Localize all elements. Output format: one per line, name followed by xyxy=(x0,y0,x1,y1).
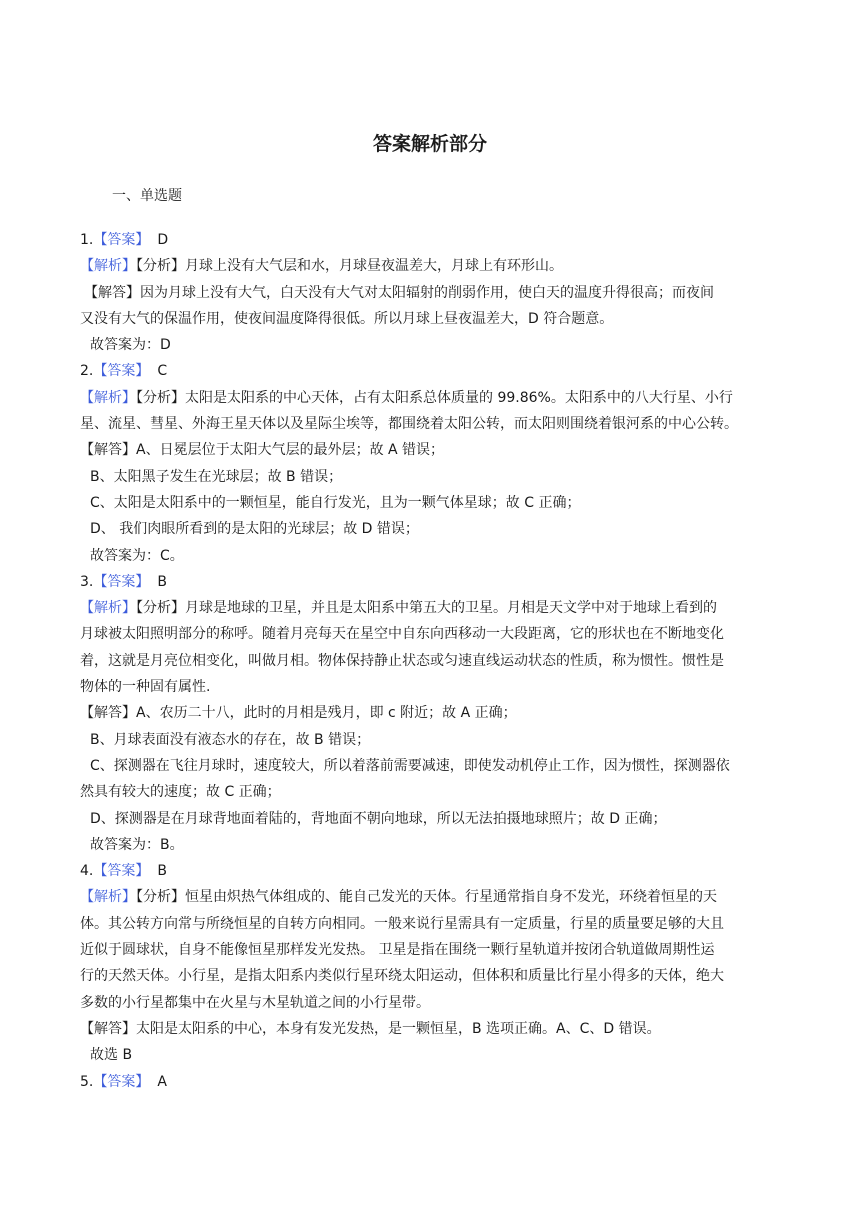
answer-tag: 【答案】 xyxy=(93,1073,150,1090)
solution-line: 【解答】因为月球上没有大气，白天没有大气对太阳辐射的削弱作用，使白天的温度升得很高；而夜间 xyxy=(84,284,714,301)
analysis-line: 行的天然天体。小行星，是指太阳系内类似行星环绕太阳运动，但体积和质量比行星小得多的天体，绝大 xyxy=(80,968,724,985)
analysis-line: 物体的一种固有属性. xyxy=(80,679,211,696)
solution-line: 然具有较大的速度；故 C 正确； xyxy=(80,784,281,801)
answer-line-1 xyxy=(80,227,780,253)
answer-tag: 【答案】 xyxy=(93,363,150,380)
analysis-line xyxy=(80,884,780,910)
analysis-line: 多数的小行星都集中在火星与木星轨道之间的小行星带。 xyxy=(80,994,430,1011)
answer-line-4 xyxy=(80,858,780,884)
analysis-tag: 【解析】 xyxy=(80,389,136,406)
question-number: 1. xyxy=(80,232,94,248)
question-number: 3. xyxy=(80,573,94,590)
answer-value: A xyxy=(157,1073,167,1090)
answer-content xyxy=(80,227,780,1095)
solution-line: D、探测器是在月球背地面着陆的，背地面不朝向地球，所以无法拍摄地球照片；故 D 正确； xyxy=(90,810,667,827)
solution-line: B、太阳黑子发生在光球层；故 B 错误； xyxy=(90,468,343,485)
analysis-line: 星、流星、彗星、外海王星天体以及星际尘埃等，都围绕着太阳公转，而太阳则围绕着银河系的中心公转。 xyxy=(80,416,738,433)
analysis-line xyxy=(80,595,780,621)
solution-line: 【解答】A、农历二十八，此时的月相是残月，即 c 附近；故 A 正确； xyxy=(80,705,517,722)
analysis-text: 【分析】太阳是太阳系的中心天体，占有太阳系总体质量的 99.86%。太阳系中的八大行星、小行 xyxy=(136,389,733,406)
analysis-line: 体。其公转方向常与所绕恒星的自转方向相同。一般来说行星需具有一定质量，行星的质量要足够的大且 xyxy=(80,915,724,932)
analysis-text: 【分析】月球是地球的卫星，并且是太阳系中第五大的卫星。月相是天文学中对于地球上看到的 xyxy=(136,600,717,617)
solution-line: B、月球表面没有液态水的存在，故 B 错误； xyxy=(90,731,371,748)
solution-line: C、探测器在飞往月球时，速度较大，所以着落前需要减速，即使发动机停止工作，因为惯性，探测器依 xyxy=(90,757,730,774)
answer-tag: 【答案】 xyxy=(93,573,150,590)
answer-value: C xyxy=(157,363,168,380)
answer-value: D xyxy=(157,232,169,248)
solution-line: 又没有大气的保温作用，使夜间温度降得很低。所以月球上昼夜温差大，D 符合题意。 xyxy=(80,310,614,327)
solution-line: 【解答】A、日冕层位于太阳大气层的最外层；故 A 错误； xyxy=(80,442,445,459)
answer-line-5 xyxy=(80,1069,780,1095)
section-heading: 一、单选题 xyxy=(112,188,182,204)
question-number: 5. xyxy=(80,1073,94,1090)
conclusion-line: 故答案为：C。 xyxy=(90,547,184,564)
answer-line-2 xyxy=(80,358,780,384)
analysis-line xyxy=(80,253,780,279)
analysis-tag: 【解析】 xyxy=(80,600,136,617)
conclusion-line: 故选 B xyxy=(90,1047,133,1064)
analysis-tag: 【解析】 xyxy=(80,258,136,275)
answer-tag: 【答案】 xyxy=(93,232,150,248)
conclusion-line: 故答案为：D xyxy=(90,337,171,354)
analysis-line xyxy=(80,385,780,411)
question-number: 4. xyxy=(80,863,94,880)
analysis-tag: 【解析】 xyxy=(80,889,136,906)
analysis-text: 【分析】月球上没有大气层和水，月球昼夜温差大，月球上有环形山。 xyxy=(136,258,563,275)
conclusion-line: 故答案为：B。 xyxy=(90,836,184,853)
answer-line-3 xyxy=(80,569,780,595)
analysis-line: 月球被太阳照明部分的称呼。随着月亮每天在星空中自东向西移动一大段距离，它的形状也在不断地变化 xyxy=(80,626,724,643)
analysis-line: 着，这就是月亮位相变化，叫做月相。物体保持静止状态或匀速直线运动状态的性质，称为惯性。惯性是 xyxy=(80,652,724,669)
solution-line: D、 我们肉眼所看到的是太阳的光球层；故 D 错误； xyxy=(90,521,419,538)
question-number: 2. xyxy=(80,363,94,380)
analysis-line: 近似于圆球状，自身不能像恒星那样发光发热。 卫星是指在围绕一颗行星轨道并按闭合轨道做周期性运 xyxy=(80,942,715,959)
solution-line: 【解答】太阳是太阳系的中心，本身有发光发热，是一颗恒星，B 选项正确。A、C、D 错误。 xyxy=(80,1020,661,1037)
answer-value: B xyxy=(157,573,167,590)
analysis-text: 【分析】恒星由炽热气体组成的、能自己发光的天体。行星通常指自身不发光，环绕着恒星的天 xyxy=(136,889,717,906)
answer-tag: 【答案】 xyxy=(93,863,150,880)
answer-value: B xyxy=(157,863,167,880)
solution-line: C、太阳是太阳系中的一颗恒星，能自行发光，且为一颗气体星球；故 C 正确； xyxy=(90,494,581,511)
page-title: 答案解析部分 xyxy=(372,133,487,155)
